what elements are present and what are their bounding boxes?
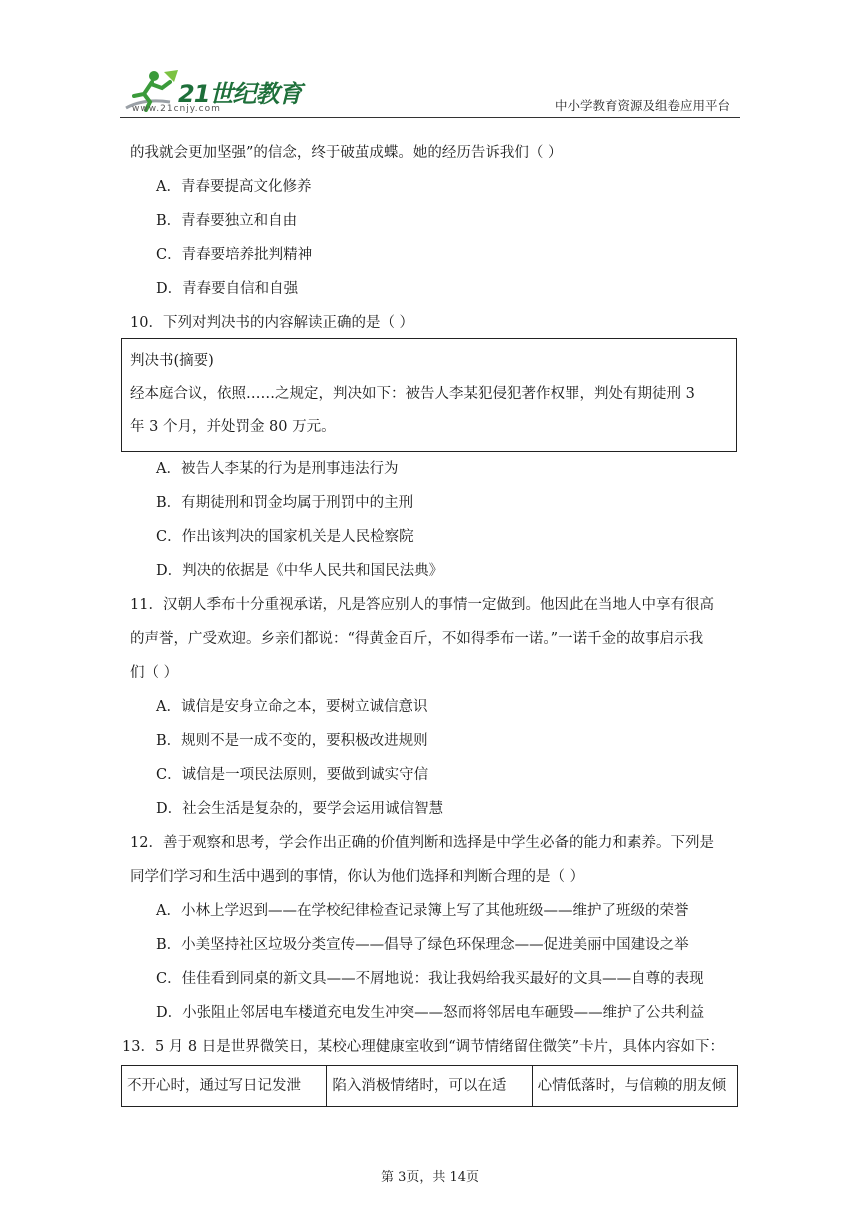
question-text: 13．5 月 8 日是世界微笑日，某校心理健康室收到“调节情绪留住微笑”卡片，具体内容如下： [122, 1039, 725, 1055]
logo-url: www.21cnjy.com [132, 104, 221, 114]
table-cell: 心情低落时，与信赖的朋友倾 [532, 1066, 737, 1106]
question-text: 的声誉，广受欢迎。乡亲们都说：“得黄金百斤，不如得季布一诺。”一诺千金的故事启示我 [130, 631, 704, 647]
verdict-title: 判决书(摘要) [130, 353, 214, 369]
question-text: 的我就会更加坚强”的信念，终于破茧成蝶。她的经历告诉我们（ ） [130, 145, 563, 161]
answer-option: D．判决的依据是《中华人民共和国民法典》 [156, 563, 444, 579]
question-text: 同学们学习和生活中遇到的事情，你认为他们选择和判断合理的是（ ） [130, 869, 585, 885]
page-header [120, 66, 740, 116]
logo-text: 21世纪教育 [178, 80, 302, 108]
question-text: 10．下列对判决书的内容解读正确的是（ ） [130, 315, 415, 331]
answer-option: A．被告人李某的行为是刑事违法行为 [156, 461, 399, 477]
page-number: 第 3页，共 14页 [380, 1170, 480, 1185]
answer-option: B．青春要独立和自由 [156, 213, 298, 229]
logo [124, 68, 302, 114]
answer-option: C．作出该判决的国家机关是人民检察院 [156, 529, 414, 545]
table-cell: 不开心时，通过写日记发泄 [127, 1078, 301, 1094]
question-block-2 [122, 452, 740, 1064]
answer-option: D．青春要自信和自强 [156, 281, 299, 297]
question-text: 11．汉朝人季布十分重视承诺，凡是答应别人的事情一定做到。他因此在当地人中享有很高 [130, 597, 714, 613]
verdict-box [121, 338, 737, 452]
verdict-line: 经本庭合议，依照……之规定，判决如下：被告人李某犯侵犯著作权罪，判处有期徒刑 3 [130, 386, 695, 402]
table-cell: 陷入消极情绪时，可以在适 [326, 1066, 531, 1106]
question-text: 们（ ） [130, 665, 179, 681]
answer-option: A．青春要提高文化修养 [156, 179, 312, 195]
verdict-line: 年 3 个月，并处罚金 80 万元。 [130, 419, 336, 435]
answer-option: D．小张阻止邻居电车楼道充电发生冲突——怒而将邻居电车砸毁——维护了公共利益 [156, 1005, 705, 1021]
header-divider [120, 117, 740, 118]
question-text: 12．善于观察和思考，学会作出正确的价值判断和选择是中学生必备的能力和素养。下列是 [130, 835, 714, 851]
answer-option: D．社会生活是复杂的，要学会运用诚信智慧 [156, 801, 444, 817]
answer-option: C．诚信是一项民法原则，要做到诚实守信 [156, 767, 429, 783]
answer-option: A．诚信是安身立命之本，要树立诚信意识 [156, 699, 428, 715]
answer-option: C．青春要培养批判精神 [156, 247, 313, 263]
answer-option: B．小美坚持社区垃圾分类宣传——倡导了绿色环保理念——促进美丽中国建设之举 [156, 937, 689, 953]
card-table [121, 1065, 738, 1107]
answer-option: C．佳佳看到同桌的新文具——不屑地说：我让我妈给我买最好的文具——自尊的表现 [156, 971, 704, 987]
platform-name: 中小学教育资源及组卷应用平台 [554, 98, 730, 113]
answer-option: B．有期徒刑和罚金均属于刑罚中的主刑 [156, 495, 414, 511]
answer-option: B．规则不是一成不变的，要积极改进规则 [156, 733, 428, 749]
question-block-1 [130, 136, 740, 340]
answer-option: A．小林上学迟到——在学校纪律检查记录簿上写了其他班级——维护了班级的荣誉 [156, 903, 689, 919]
